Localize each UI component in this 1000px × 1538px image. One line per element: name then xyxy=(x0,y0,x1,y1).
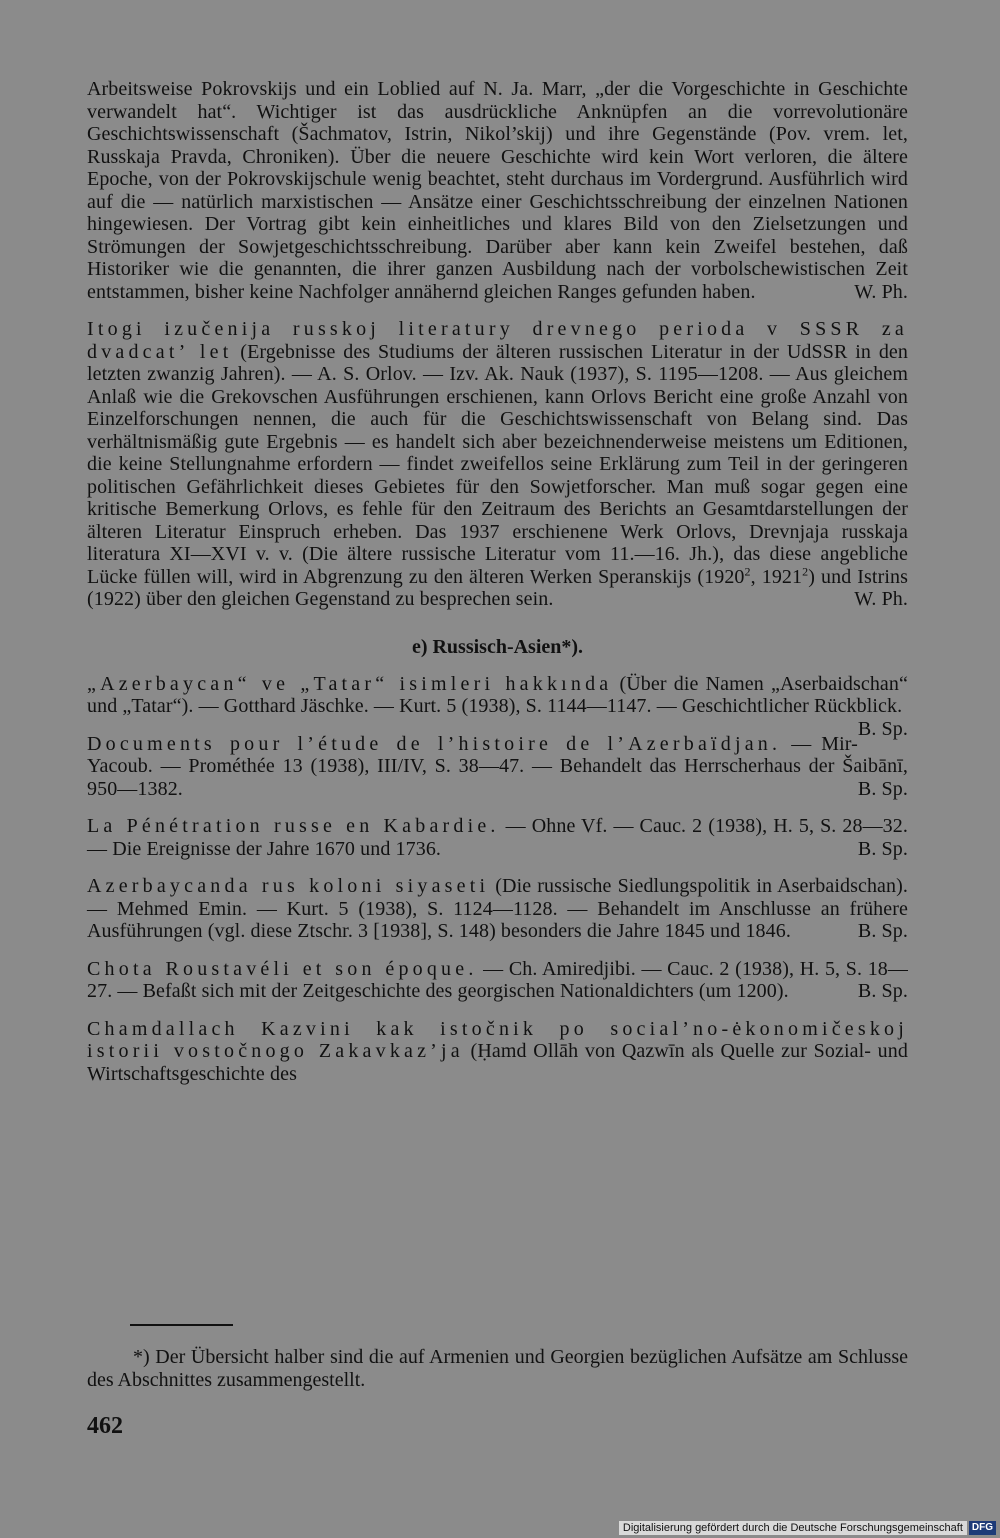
entry-text: — Mir-Yacoub. — Prométhée 13 (1938), III/IV, S. 38—47. — Behandelt das Herrscherhaus der Šaibānī, 950—1382. xyxy=(87,732,908,800)
entry-itogi xyxy=(87,318,908,611)
entry-rus-koloni xyxy=(87,875,908,943)
entry-text: — Ohne Vf. — Cauc. 2 (1938), H. 5, S. 28—32. — Die Ereignisse der Jahre 1670 und 1736. xyxy=(87,815,908,860)
entry-title: Documents pour l’étude de l’histoire de l’Azerbaïdjan. xyxy=(87,732,782,755)
entry-text: — Ch. Amiredjibi. — Cauc. 2 (1938), H. 5, S. 18—27. — Befaßt sich mit der Zeitgeschichte des georgischen Nationaldichters (um 1200). xyxy=(87,957,908,1002)
entry-title: „Azerbaycan“ ve „Tatar“ isimleri hakkında xyxy=(87,672,613,695)
entry-signature: B. Sp. xyxy=(857,837,908,860)
dfg-notice-text: Digitalisierung gefördert durch die Deutsche Forschungsgemeinschaft xyxy=(619,1521,967,1535)
entry-text: Arbeitsweise Pokrovskijs und ein Loblied auf N. Ja. Marr, „der die Vorgeschichte in Geschichte verwandelt hat“. Wichtiger ist das ausdrückliche Anknüpfen an die vorrevolutionäre Geschichtswissenschaft (Šachmatov, Istrin, Nikol’skij) und ihre Gegenstände (Pov. vrem. let, Russkaja Pravda, Chroniken). Über die neuere Geschichte wird kein Wort verloren, die ältere Epoche, von der Pokrovskijschule wenig beachtet, steht durchaus im Vordergrund. Ausführlich wird auf die — natürlich marxistischen — Ansätze einer Geschichtsschreibung der einzelnen Nationen hingewiesen. Der Vortrag gibt kein einheitliches und klares Bild von den Zielsetzungen und Strömungen der Sowjetgeschichtsschreibung. Darüber aber kann kein Zweifel bestehen, daß Historiker wie die genannten, die ihrer ganzen Ausbildung nach der vorbolschewistischen Zeit entstammen, bisher keine Nachfolger annähernd gleichen Ranges gefunden haben. xyxy=(87,78,908,303)
entry-title: Azerbaycanda rus koloni siyaseti xyxy=(87,875,490,897)
entry-text: (Ergebnisse des Studiums der älteren russischen Literatur in der UdSSR in den letzten zwanzig Jahren). — A. S. Orlov. — Izv. Ak. Nauk (1937), S. 1195—1208. — Aus gleichem Anlaß wie die Grekovschen Ausführungen erschienen, kann Orlovs Bericht eine große Anzahl von Einzelforschungen nennen, die auch für die Geschichtswissenschaft von Belang sind. Das verhältnismäßig gute Ergebnis — es handelt sich aber bezeichnenderweise meistens um Editionen, die keine Stellungnahme erfordern — findet zweifellos seine Erklärung zum Teil in der geringeren politischen Gefährlichkeit dieses Gebietes für den Sowjetforscher. Man muß sogar gegen eine kritische Bemerkung Orlovs, es fehle für den Zeitraum des Berichts an Gesamtdarstellungen der älteren Literatur Einspruch erheben. Das 1937 erschienene Werk Orlovs, Drevnjaja russkaja literatura XI—XVI v. v. (Die ältere russische Literatur vom 11.—16. Jh.), das diese angebliche Lücke füllen will, wird in Abgrenzung zu den älteren Werken Speranskijs (1920 xyxy=(87,340,908,588)
entry-azerbaycan-tatar xyxy=(87,672,908,740)
entry-signature: B. Sp. xyxy=(857,980,908,1002)
entry-text: (Ḥamd Ollāh von Qazwīn als Quelle zur Sozial- und Wirtschaftsgeschichte des xyxy=(87,1040,908,1085)
entry-documents-azerbaidjan xyxy=(87,733,908,801)
entry-title: Itogi izučenija russkoj literatury drevnego perioda v SSSR za dvadcat’ let xyxy=(87,318,908,363)
entry-text: ) und Istrins (1922) über den gleichen Gegenstand zu besprechen sein. xyxy=(87,565,908,610)
entry-title: Chota Roustavéli et son époque. xyxy=(87,957,478,980)
entry-signature: B. Sp. xyxy=(857,920,908,942)
entry-continuation xyxy=(87,78,908,303)
entry-text: (Über die Namen „Aserbaidschan“ und „Tatar“). — Gotthard Jäschke. — Kurt. 5 (1938), S. 1144—1147. — Geschichtlicher Rückblick. xyxy=(87,672,908,717)
entry-title: Chamdallach Kazvini kak istočnik po social’no-ėkonomičeskoj istorii vostočnogo Zakavkaz’ja xyxy=(87,1017,908,1062)
entry-title: La Pénétration russe en Kabardie. xyxy=(87,815,500,837)
entry-text: (Die russische Siedlungspolitik in Aserbaidschan). — Mehmed Emin. — Kurt. 5 (1938), S. 1124—1128. — Behandelt im Anschlusse an frühere Ausführungen (vgl. diese Ztschr. 3 [1938], S. 148) besonders die Jahre 1845 und 1846. xyxy=(87,875,908,942)
entry-roustaveli xyxy=(87,958,908,1003)
page-number: 462 xyxy=(87,1413,123,1439)
entry-signature: B. Sp. xyxy=(857,717,908,740)
dfg-logo: DFG xyxy=(969,1521,996,1535)
entry-signature: B. Sp. xyxy=(857,777,908,800)
superscript: 2 xyxy=(744,563,751,578)
section-heading: e) Russisch-Asien*). xyxy=(411,635,584,658)
entry-signature: W. Ph. xyxy=(854,280,908,303)
page-body xyxy=(87,78,908,1085)
entry-kabardie xyxy=(87,815,908,860)
footnote xyxy=(87,1346,908,1391)
footnote-rule xyxy=(130,1324,233,1326)
entry-text: , 1921 xyxy=(750,565,803,588)
dfg-funding-notice xyxy=(619,1520,996,1536)
superscript: 2 xyxy=(802,563,809,578)
footnote-text: *) Der Übersicht halber sind die auf Armenien und Georgien bezüglichen Aufsätze am Schlusse des Abschnittes zusammengestellt. xyxy=(87,1346,908,1391)
entry-kazvini xyxy=(87,1018,908,1086)
entry-signature: W. Ph. xyxy=(854,588,908,610)
